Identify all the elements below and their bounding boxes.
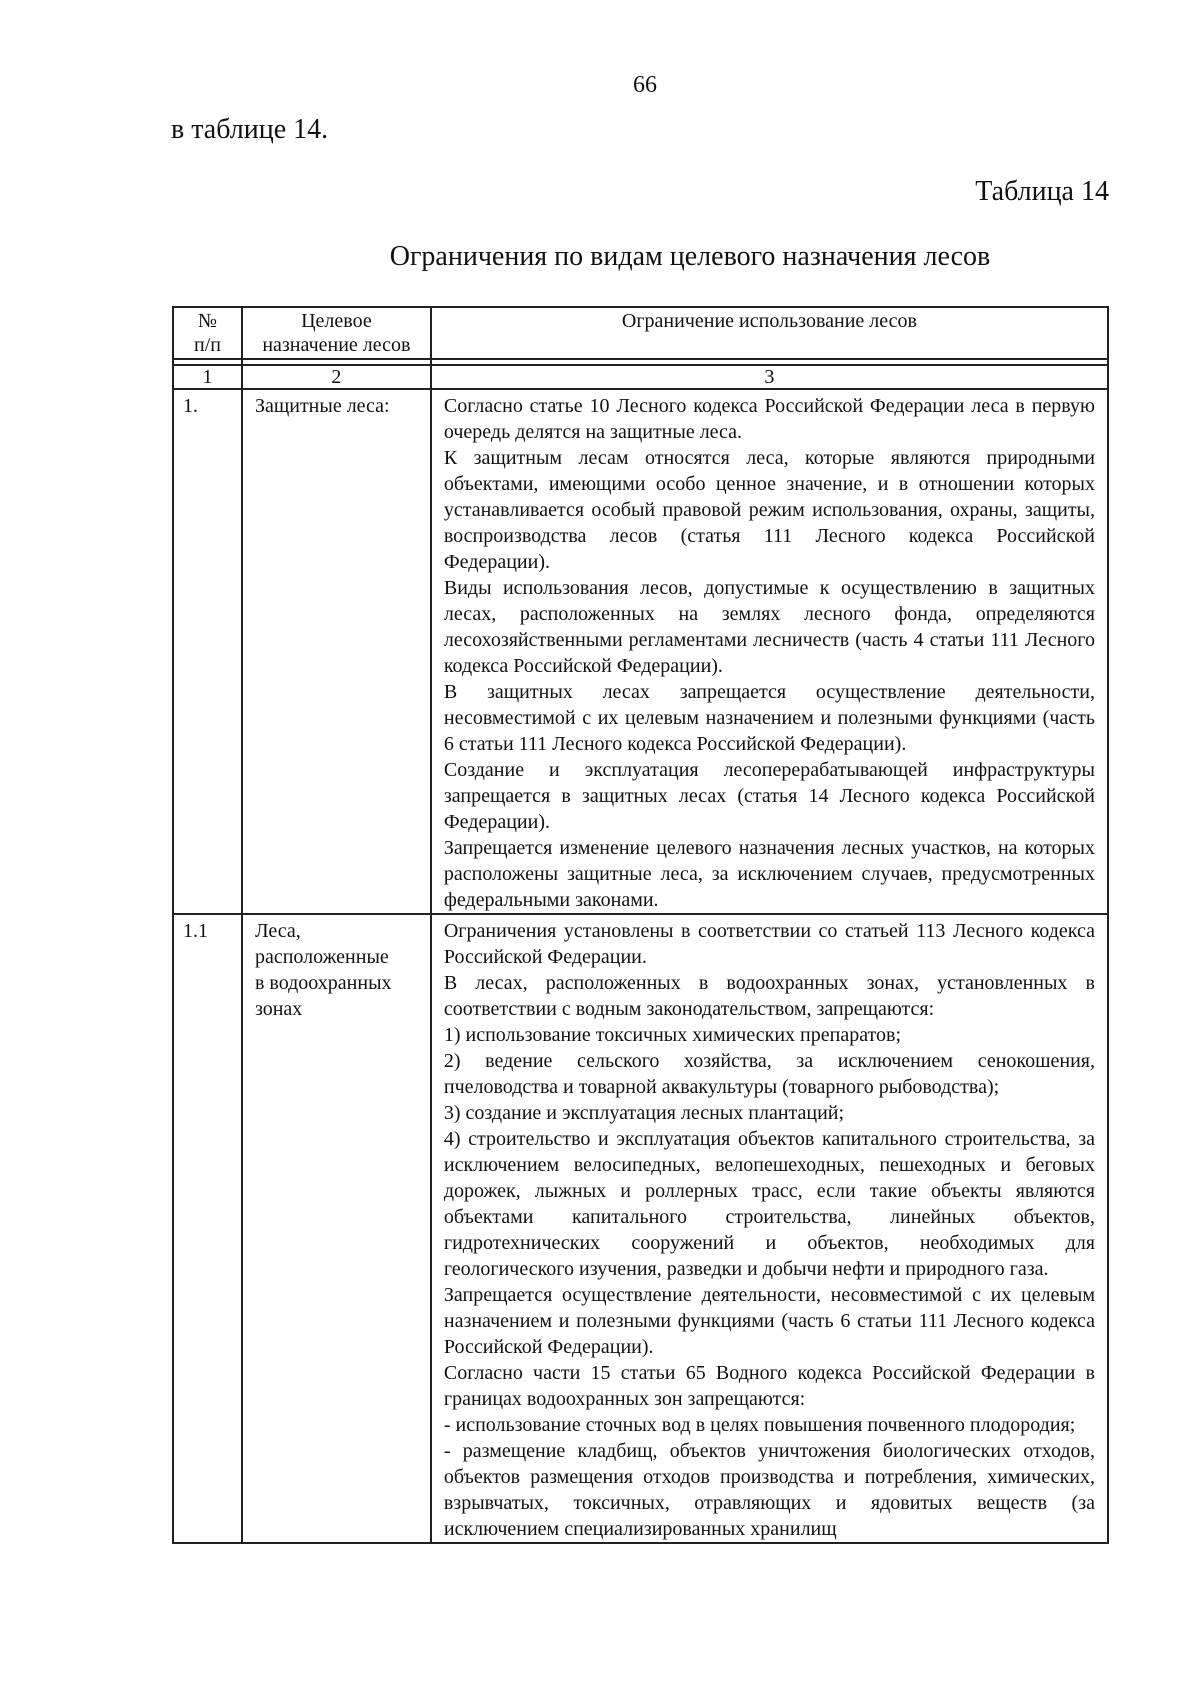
header-number-cell <box>174 308 243 360</box>
table-row <box>174 390 1109 915</box>
row-restrictions <box>432 915 1109 1544</box>
header-purpose-line-1: Целевое <box>301 310 372 332</box>
restriction-paragraph: В защитных лесах запрещается осуществление деятельности, несовместимой с их целевым назначением и полезными функциями (часть 6 статьи 111 Лесного кодекса Российской Федерации). <box>443 681 1095 755</box>
column-number-3: 3 <box>432 366 1109 390</box>
restriction-paragraph: В лесах, расположенных в водоохранных зонах, установленных в соответствии с водным законодательством, запрещаются: <box>443 972 1095 1020</box>
restriction-paragraph: - использование сточных вод в целях повышения почвенного плодородия; <box>443 1414 1076 1436</box>
header-restriction-cell <box>432 308 1109 360</box>
restriction-paragraph: Согласно статье 10 Лесного кодекса Российской Федерации леса в первую очередь делятся на защитные леса. <box>443 395 1095 443</box>
column-number-2: 2 <box>243 366 432 390</box>
purpose-line: расположенные <box>254 946 389 968</box>
table-label: Таблица 14 <box>975 176 1109 207</box>
restriction-paragraph: Согласно части 15 статьи 65 Водного кодекса Российской Федерации в границах водоохранных зон запрещаются: <box>443 1362 1095 1410</box>
restriction-paragraph: К защитным лесам относятся леса, которые являются природными объектами, имеющими особо ценное значение, и в отношении которых устанавливается особый правовой режим использования, охраны, защиты, воспроизводства лесов (статья 111 Лесного кодекса Российской Федерации). <box>443 447 1095 573</box>
header-purpose-line-2: назначение лесов <box>262 334 411 356</box>
restriction-paragraph: 1) использование токсичных химических препаратов; <box>443 1024 902 1046</box>
page-number: 66 <box>633 72 657 98</box>
row-restrictions <box>432 390 1109 915</box>
restriction-paragraph: Виды использования лесов, допустимые к осуществлению в защитных лесах, расположенных на землях лесного фонда, определяются лесохозяйственными регламентами лесничеств (часть 4 статьи 111 Лесного кодекса Российской Федерации). <box>443 577 1095 677</box>
restriction-paragraph: 4) строительство и эксплуатация объектов капитального строительства, за исключением велосипедных, велопешеходных, пешеходных и беговых дорожек, лыжных и роллерных трасс, если такие объекты являются объектами капитального строительства, линейных объектов, гидротехнических сооружений и объектов, необходимых для геологического изучения, разведки и добычи нефти и природного газа. <box>443 1128 1095 1280</box>
intro-text: в таблице 14. <box>171 114 329 145</box>
purpose-line: зонах <box>254 998 303 1020</box>
table-header-row <box>174 308 1109 360</box>
header-restriction-text: Ограничение использование лесов <box>621 310 917 332</box>
header-number-line-1: № <box>197 310 218 332</box>
table-title: Ограничения по видам целевого назначения лесов <box>389 241 991 272</box>
header-number-line-2: п/п <box>193 334 221 356</box>
purpose-line: Леса, <box>254 920 301 942</box>
restrictions-table <box>172 306 1109 1544</box>
header-purpose-cell <box>243 308 432 360</box>
column-number-1: 1 <box>174 366 243 390</box>
restriction-paragraph: Запрещается изменение целевого назначения лесных участков, на которых расположены защитные леса, за исключением случаев, предусмотренных федеральными законами. <box>443 837 1095 911</box>
row-purpose <box>243 390 432 915</box>
restriction-paragraph: Создание и эксплуатация лесоперерабатывающей инфраструктуры запрещается в защитных лесах (статья 14 Лесного кодекса Российской Федерации). <box>443 759 1095 833</box>
column-number-row <box>174 366 1109 390</box>
row-number: 1.1 <box>174 915 243 1544</box>
purpose-line: Защитные леса: <box>254 395 390 417</box>
restriction-paragraph: 2) ведение сельского хозяйства, за исключением сенокошения, пчеловодства и товарной аквакультуры (товарного рыбоводства); <box>443 1050 1095 1098</box>
row-purpose <box>243 915 432 1544</box>
restriction-paragraph: 3) создание и эксплуатация лесных плантаций; <box>443 1102 845 1124</box>
row-number: 1. <box>174 390 243 915</box>
restriction-paragraph: Запрещается осуществление деятельности, несовместимой с их целевым назначением и полезными функциями (часть 6 статьи 111 Лесного кодекса Российской Федерации). <box>443 1284 1095 1358</box>
table-row <box>174 915 1109 1544</box>
restriction-paragraph: Ограничения установлены в соответствии со статьей 113 Лесного кодекса Российской Федерации. <box>443 920 1095 968</box>
restriction-paragraph: - размещение кладбищ, объектов уничтожения биологических отходов, объектов размещения отходов производства и потребления, химических, взрывчатых, токсичных, отравляющих и ядовитых веществ (за исключением специализированных хранилищ <box>443 1440 1095 1540</box>
purpose-line: в водоохранных <box>254 972 392 994</box>
